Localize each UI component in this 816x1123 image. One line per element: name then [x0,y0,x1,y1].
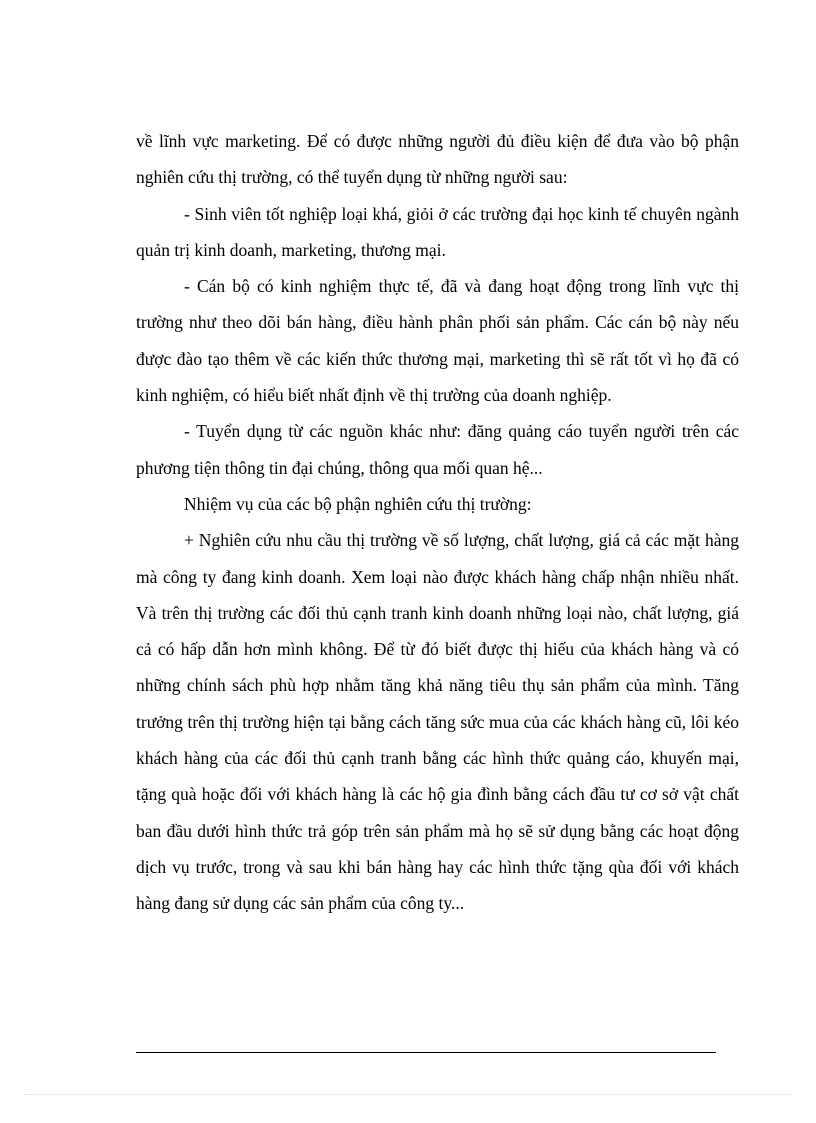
page-bottom-edge [24,1094,792,1095]
document-body [136,123,739,922]
paragraph-tasks-heading: Nhiệm vụ của các bộ phận nghiên cứu thị trường: [184,493,532,514]
footer-rule [136,1052,716,1053]
paragraph-experienced-staff: - Cán bộ có kinh nghiệm thực tế, đã và đang hoạt động trong lĩnh vực thị trường như theo dõi bán hàng, điều hành phân phối sản phẩm. Các cán bộ này nếu được đào tạo thêm về các kiến thức thương mại, marketing thì sẽ rất tốt vì họ đã có kinh nghiệm, có hiểu biết nhất định về thị trường của doanh nghiệp. [136,276,739,406]
paragraph-intro: về lĩnh vực marketing. Để có được những người đủ điều kiện để đưa vào bộ phận nghiên cứu thị trường, có thể tuyển dụng từ những người sau: [136,131,739,188]
paragraph-graduates: - Sinh viên tốt nghiệp loại khá, giỏi ở các trường đại học kinh tế chuyên ngành quản trị kinh doanh, marketing, thương mại. [136,203,739,260]
paragraph-market-research: + Nghiên cứu nhu cầu thị trường về số lượng, chất lượng, giá cả các mặt hàng mà công ty đang kinh doanh. Xem loại nào được khách hàng chấp nhận nhiều nhất. Và trên thị trường các đối thủ cạnh tranh kinh doanh những loại nào, chất lượng, giá cả có hấp dẫn hơn mình không. Để từ đó biết được thị hiếu của khách hàng và có những chính sách phù hợp nhằm tăng khả năng tiêu thụ sản phẩm của mình. Tăng trưởng trên thị trường hiện tại bằng cách tăng sức mua của các khách hàng cũ, lôi kéo khách hàng của các đối thủ cạnh tranh bằng các hình thức quảng cáo, khuyến mại, tặng quà hoặc đối với khách hàng là các hộ gia đình bằng cách đầu tư cơ sở vật chất ban đầu dưới hình thức trả góp trên sản phẩm mà họ sẽ sử dụng bằng các hoạt động dịch vụ trước, trong và sau khi bán hàng hay các hình thức tặng qùa đối với khách hàng đang sử dụng các sản phẩm của công ty... [136,530,739,914]
paragraph-other-sources: - Tuyển dụng từ các nguồn khác như: đăng quảng cáo tuyển người trên các phương tiện thông tin đại chúng, thông qua mối quan hệ... [136,421,739,478]
